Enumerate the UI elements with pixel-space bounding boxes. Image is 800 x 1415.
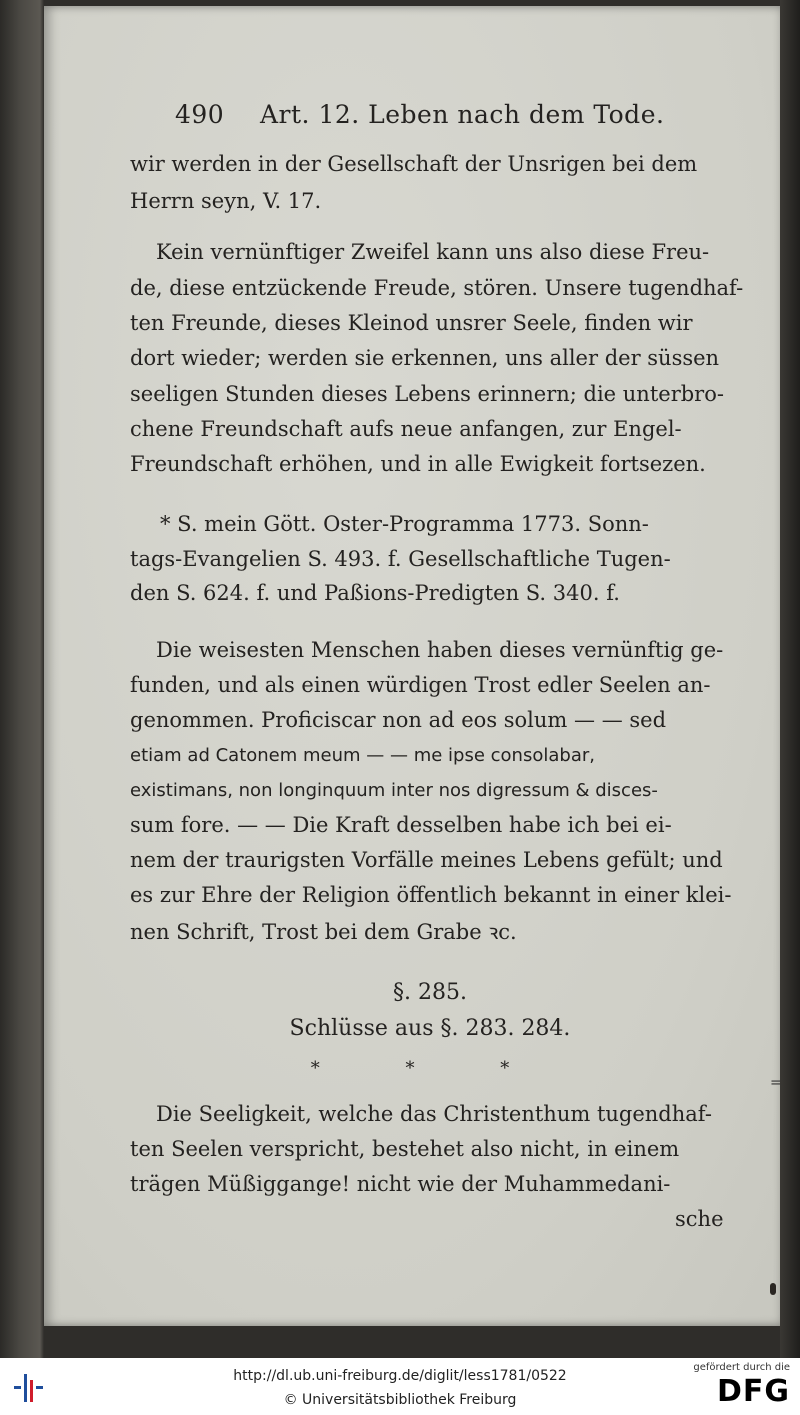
book-edge — [780, 0, 800, 1358]
text-line: funden, und als einen würdigen Trost edler Seelen an- — [130, 673, 711, 697]
margin-mark: = — [770, 1075, 782, 1091]
text-line: trägen Müßiggange! nicht wie der Muhammedani- — [130, 1172, 671, 1196]
footnote-line: tags-Evangelien S. 493. f. Gesellschaftliche Tugen- — [130, 547, 671, 571]
text-line: nen Schrift, Trost bei dem Grabe ꝛc. — [130, 920, 517, 944]
text-line: Herrn seyn, V. 17. — [130, 189, 322, 213]
footnote-line: den S. 624. f. und Paßions-Predigten S. 340. f. — [130, 581, 620, 605]
text-line: ten Freunde, dieses Kleinod unsrer Seele, finden wir — [130, 311, 693, 335]
text-line: dort wieder; werden sie erkennen, uns aller der süssen — [130, 346, 720, 370]
text-line: Freundschaft erhöhen, und in alle Ewigkeit fortsezen. — [130, 452, 706, 476]
catchword: sche — [675, 1207, 724, 1231]
margin-ink-dot — [770, 1283, 776, 1295]
copyright-notice: © Universitätsbibliothek Freiburg — [283, 1392, 517, 1408]
text-line: genommen. Proficiscar non ad eos solum — — sed — [130, 708, 667, 732]
asterism: * * * — [310, 1058, 550, 1079]
viewer-footer — [0, 1358, 800, 1415]
text-line: de, diese entzückende Freude, stören. Unsere tugendhaf- — [130, 276, 744, 300]
text-line: seeligen Stunden dieses Lebens erinnern; die unterbro- — [130, 382, 724, 406]
text-line: nem der traurigsten Vorfälle meines Lebens gefült; und — [130, 848, 723, 872]
text-line: es zur Ehre der Religion öffentlich bekannt in einer klei- — [130, 883, 732, 907]
text-line: wir werden in der Gesellschaft der Unsrigen bei dem — [130, 152, 698, 176]
sponsor-note: gefördert durch die — [693, 1362, 790, 1373]
text-line: sum fore. — — Die Kraft desselben habe ich bei ei- — [130, 813, 672, 837]
text-line: Kein vernünftiger Zweifel kann uns also diese Freu- — [156, 240, 710, 264]
permalink[interactable]: http://dl.ub.uni-freiburg.de/diglit/less1781/0522 — [233, 1368, 567, 1384]
text-line: chene Freundschaft aufs neue anfangen, zur Engel- — [130, 417, 682, 441]
dfg-logo: DFG — [716, 1374, 790, 1409]
section-number: §. 285. — [393, 980, 467, 1005]
text-line: Die Seeligkeit, welche das Christenthum tugendhaf- — [156, 1102, 712, 1126]
section-title: Schlüsse aus §. 283. 284. — [289, 1016, 571, 1041]
page-number: 490 — [175, 100, 225, 129]
latin-quote-line: existimans, non longinquum inter nos digressum & disces- — [130, 780, 658, 801]
text-line: Die weisesten Menschen haben dieses vernünftig ge- — [156, 638, 724, 662]
text-line: ten Seelen verspricht, bestehet also nicht, in einem — [130, 1137, 680, 1161]
running-title: Art. 12. Leben nach dem Tode. — [260, 100, 665, 129]
footnote-line: * S. mein Gött. Oster-Programma 1773. Sonn- — [160, 512, 649, 536]
latin-quote-line: etiam ad Catonem meum — — me ipse consolabar, — [130, 745, 595, 766]
